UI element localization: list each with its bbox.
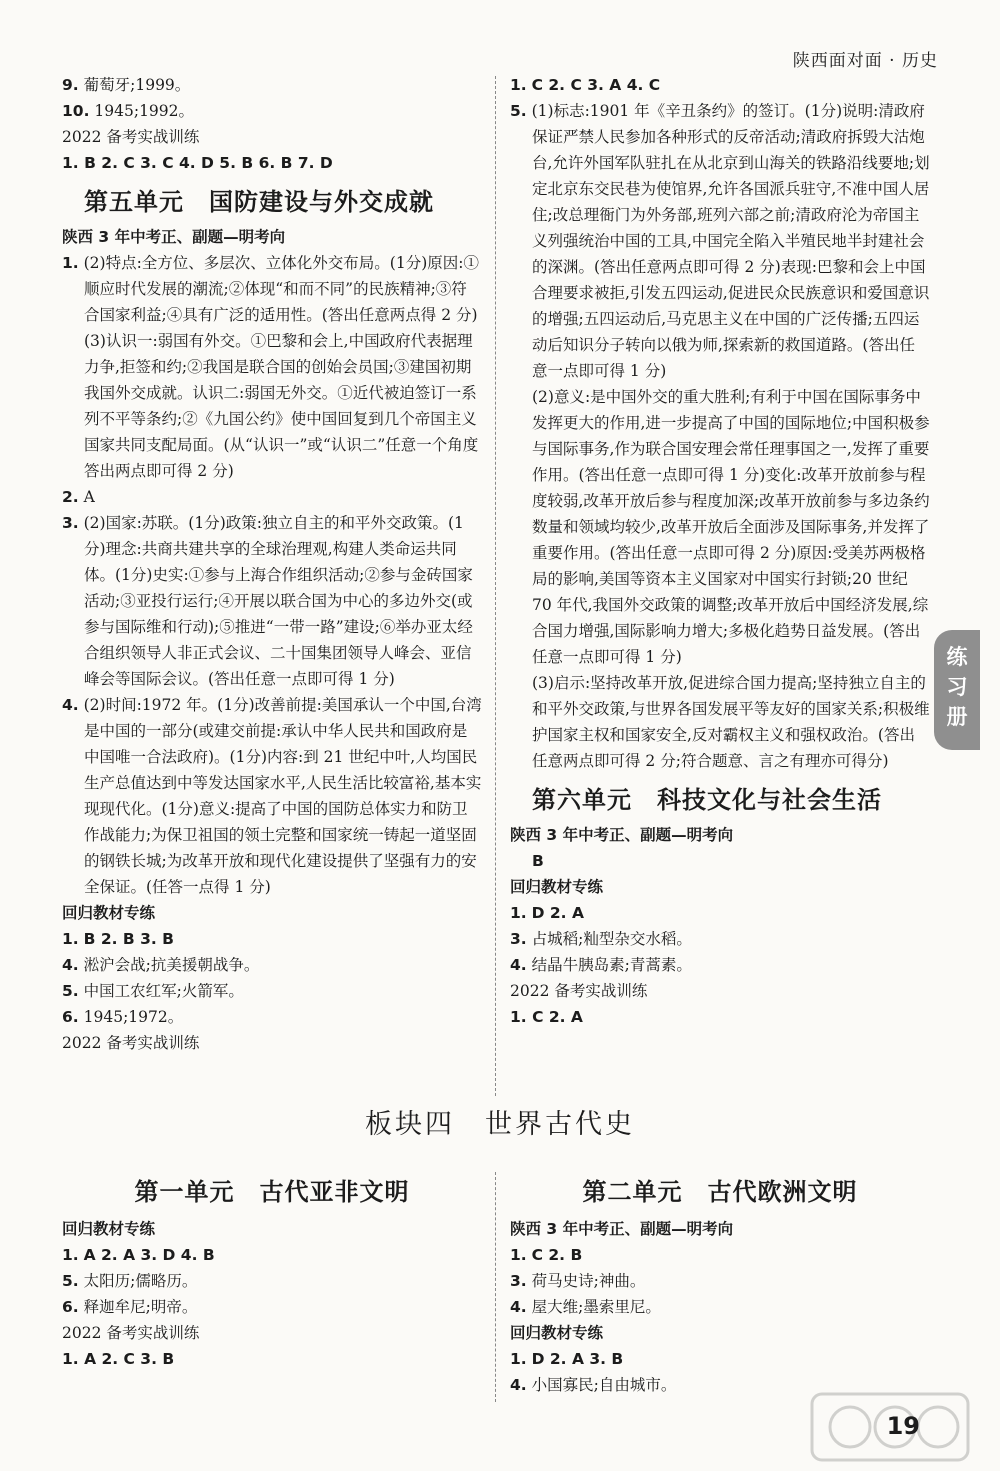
list-item: (3)启示:坚持改革开放,促进综合国力提高;坚持独立自主的和平外交政策,与世界各国发展平等友好的国家关系;积极维护国家主权和国家安全,反对霸权主义和强权政治。(答出任意两点即可得 2 分;符合题意、言之有理亦可得分): [532, 674, 930, 770]
section-heading: 2022 备考实战训练: [62, 1034, 200, 1052]
list-item: 3. (2)国家:苏联。(1分)政策:独立自主的和平外交政策。(1分)理念:共商共建共享的全球治理观,构建人类命运共同体。(1分)史实:①参与上海合作组织活动;②参与金砖国家活动;③亚投行运行;④开展以联合国为中心的多边外交(或参与国际维和行动);⑤推进“一带一路”建设;⑥举办亚太经合组织领导人非正式会议、二十国集团领导人峰会、亚信峰会等国际会议。(答出任意一点即可得 1 分): [62, 514, 473, 688]
block-title: 板块四 世界古代史: [365, 1109, 635, 1140]
list-item: 1. C 2. B: [510, 1246, 583, 1264]
section-heading: 回归教材专练: [510, 1324, 604, 1342]
answer-line: 1. A 2. C 3. B: [62, 1350, 175, 1368]
section-heading: 回归教材专练: [62, 1220, 156, 1238]
section-heading: 陕西 3 年中考正、副题—明考向: [62, 228, 286, 246]
list-item: 3. 占城稻;籼型杂交水稻。: [510, 930, 692, 948]
list-item: 1. A 2. A 3. D 4. B: [62, 1246, 215, 1264]
list-item: 10. 1945;1992。: [62, 102, 195, 120]
answer-line: B: [532, 852, 544, 870]
list-item: 1. B 2. B 3. B: [62, 930, 174, 948]
running-header: 陕西面对面 · 历史: [792, 51, 938, 71]
list-item: 4. 结晶牛胰岛素;青蒿素。: [510, 956, 692, 974]
list-item: 4. 屋大维;墨索里尼。: [510, 1298, 661, 1316]
column-divider: [495, 76, 496, 1096]
list-item: 1. (2)特点:全方位、多层次、立体化外交布局。(1分)原因:①顺应时代发展的潮流;②体现“和而不同”的民族精神;③符合国家利益;④具有广泛的适用性。(答出任意两点得 2 分): [62, 254, 479, 324]
section-heading: 回归教材专练: [62, 904, 156, 922]
page-number: 19: [886, 1412, 920, 1440]
bottom-left-column: [62, 1172, 482, 1372]
unit-title: 第六单元 科技文化与社会生活: [532, 786, 882, 814]
list-item: (2)意义:是中国外交的重大胜利;有利于中国在国际事务中发挥更大的作用,进一步提高了中国的国际地位;中国积极参与国际事务,作为联合国安理会常任理事国之一,发挥了重要作用。(答出任意一点即可得 1 分)变化:改革开放前参与程度较弱,改革开放后参与程度加深;改革开放前参与多边条约数量和领域均较少,改革开放后全面涉及国际事务,并发挥了重要作用。(答出任意一点即可得 2 分)原因:受美苏两极格局的影响,美国等资本主义国家对中国实行封锁;20 世纪 70 年代,我国外交政策的调整;改革开放后中国经济发展,综合国力增强,国际影响力增大;多极化趋势日益发展。(答出任意一点即可得 1 分): [532, 388, 930, 666]
list-item: 5. (1)标志:1901 年《辛丑条约》的签订。(1分)说明:清政府保证严禁人民参加各种形式的反帝活动;清政府拆毁大沽炮台,允许外国军队驻扎在从北京到山海关的铁路沿线要地;划定北京东交民巷为使馆界,允许各国派兵驻守,不准中国人居住;改总理衙门为外务部,班列六部之前;清政府沦为帝国主义列强统治中国的工具,中国完全陷入半殖民地半封建社会的深渊。(答出任意两点即可得 2 分)表现:巴黎和会上中国合理要求被拒,引发五四运动,促进民众民族意识和爱国意识的增强;五四运动后,马克思主义在中国的广泛传播;五四运动后知识分子转向以俄为师,探索新的救国道路。(答出任意一点即可得 1 分): [510, 102, 930, 380]
answer-line: 1. B 2. C 3. C 4. D 5. B 6. B 7. D: [62, 154, 333, 172]
list-item: 5. 中国工农红军;火箭军。: [62, 982, 244, 1000]
list-item: 5. 太阳历;儒略历。: [62, 1272, 198, 1290]
answer-line: 1. C 2. A: [510, 1008, 583, 1026]
left-column: [62, 72, 482, 1056]
section-heading: 陕西 3 年中考正、副题—明考向: [510, 826, 734, 844]
section-heading: 2022 备考实战训练: [62, 1324, 200, 1342]
section-heading: 回归教材专练: [510, 878, 604, 896]
list-item: 4. (2)时间:1972 年。(1分)改善前提:美国承认一个中国,台湾是中国的一部分(或建交前提:承认中华人民共和国政府是中国唯一合法政府)。(1分)内容:到 21 世纪中叶,人均国民生产总值达到中等发达国家水平,人民生活比较富裕,基本实现现代化。(1分)意义:提高了中国的国防总体实力和防卫作战能力;为保卫祖国的领土完整和国家统一铸起一道坚固的钢铁长城;为改革开放和现代化建设提供了坚强有力的安全保证。(任答一点得 1 分): [62, 696, 482, 896]
list-item: 1. D 2. A: [510, 904, 584, 922]
bottom-right-column: [510, 1172, 930, 1398]
side-tab-label: 练习册: [946, 645, 968, 729]
list-item: 9. 葡萄牙;1999。: [62, 76, 191, 94]
unit-title: 第一单元 古代亚非文明: [134, 1178, 410, 1206]
list-item: 4. 淞沪会战;抗美援朝战争。: [62, 956, 260, 974]
list-item: 2. A: [62, 488, 95, 506]
list-item: 1. C 2. C 3. A 4. C: [510, 76, 661, 94]
list-item: 6. 释迦牟尼;明帝。: [62, 1298, 198, 1316]
list-item: 1. D 2. A 3. B: [510, 1350, 624, 1368]
list-item: (3)认识一:弱国有外交。①巴黎和会上,中国政府代表据理力争,拒签和约;②我国是联合国的创始会员国;③建国初期我国外交成就。认识二:弱国无外交。①近代被迫签订一系列不平等条约;②《九国公约》使中国回复到几个帝国主义国家共同支配局面。(从“认识一”或“认识二”任意一个角度答出两点即可得 2 分): [84, 332, 479, 480]
right-column: [510, 72, 930, 1030]
unit-title: 第二单元 古代欧洲文明: [582, 1178, 858, 1206]
unit-title: 第五单元 国防建设与外交成就: [84, 188, 434, 216]
side-tab: [934, 630, 980, 750]
list-item: 4. 小国寡民;自由城市。: [510, 1376, 677, 1394]
section-heading: 陕西 3 年中考正、副题—明考向: [510, 1220, 734, 1238]
list-item: 6. 1945;1972。: [62, 1008, 184, 1026]
list-item: 3. 荷马史诗;神曲。: [510, 1272, 646, 1290]
section-heading: 2022 备考实战训练: [62, 128, 200, 146]
section-heading: 2022 备考实战训练: [510, 982, 648, 1000]
column-divider: [495, 1172, 496, 1402]
